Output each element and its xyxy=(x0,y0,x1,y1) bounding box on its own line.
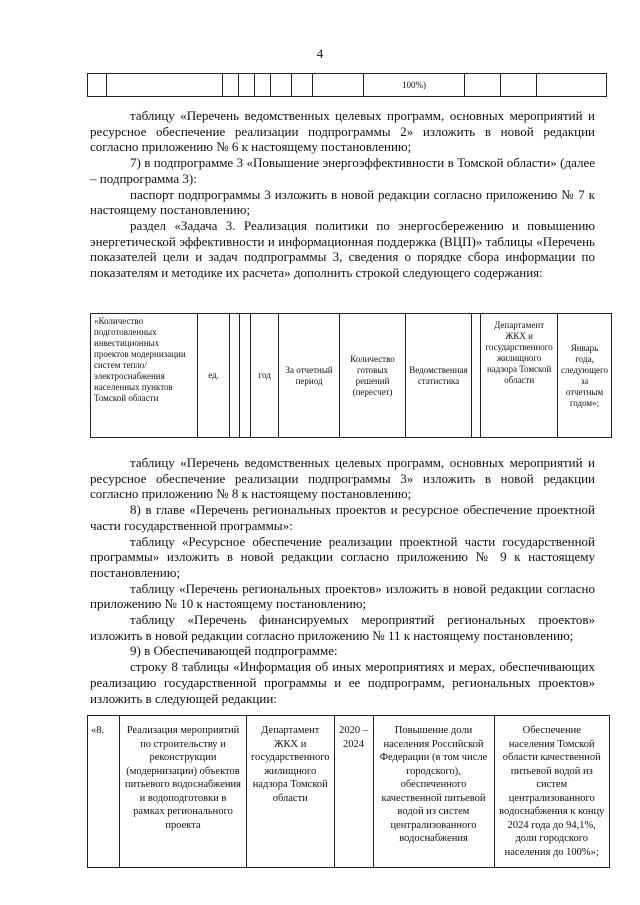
indicator-unit: ед. xyxy=(198,314,230,438)
table-row xyxy=(88,74,607,97)
table-cell xyxy=(537,74,607,97)
measure-number: «8. xyxy=(88,716,120,868)
body-text-b xyxy=(90,455,595,706)
paragraph: раздел «Задача 3. Реализация политики по энергосбережению и повышению энергетической эффективности и информационная поддержка (ВЦП)» таблицы «Перечень показателей цели и задач подпрограммы 3, сведения о порядке сбора информации по показателям и методике их расчета» дополнить строкой следующего содержания: xyxy=(90,217,595,281)
paragraph: таблицу «Перечень региональных проектов» изложить в новой редакции согласно приложению № 10 к настоящему постановлению; xyxy=(90,580,595,612)
table-cell xyxy=(88,74,107,97)
measure-result: Обеспечение населения Томской области качественной питьевой водой из систем централизованного водоснабжения к концу 2024 года до 94,1%, доли городского населения до 100%»; xyxy=(494,716,610,868)
table-cell xyxy=(501,74,537,97)
measures-table xyxy=(87,715,610,868)
paragraph: таблицу «Ресурсное обеспечение реализации проектной части государственной программы» изложить в новой редакции согласно приложению № 9 к настоящему постановлению; xyxy=(90,533,595,580)
measure-executor: Департамент ЖКХ и государственного жилищного надзора Томской области xyxy=(247,716,335,868)
table-cell xyxy=(107,74,223,97)
table-cell: 100%) xyxy=(364,74,465,97)
table-cell xyxy=(239,74,255,97)
table-cell xyxy=(271,74,292,97)
paragraph: 9) в Обеспечивающей подпрограмме: xyxy=(130,643,338,659)
indicator-source: Ведомственная статистика xyxy=(406,314,471,438)
indicator-name: «Количество подготовленных инвестиционных проектов модернизации систем тепло/электроснабжения населенных пунктов Томской области xyxy=(91,314,198,438)
table-cell xyxy=(465,74,501,97)
table-cell xyxy=(292,74,313,97)
body-text-a xyxy=(90,108,595,281)
paragraph: паспорт подпрограммы 3 изложить в новой редакции согласно приложению № 7 к настоящему постановлению; xyxy=(90,186,595,218)
indicator-formula: Количество готовых решений (пересчет) xyxy=(339,314,406,438)
page-number: 4 xyxy=(316,46,324,61)
top-table-fragment xyxy=(87,73,607,97)
table-cell xyxy=(255,74,271,97)
indicator-period: год xyxy=(250,314,279,438)
indicator-empty-cell xyxy=(471,314,481,438)
measure-name: Реализация мероприятий по строительству и реконструкции (модернизации) объектов питьевого водоснабжения и водоподготовки в рамках регионального проекта xyxy=(120,716,247,868)
indicator-empty-cell xyxy=(229,314,239,438)
paragraph: 7) в подпрограмме 3 «Повышение энергоэффективности в Томской области» (далее – подпрограмма 3): xyxy=(90,155,595,186)
indicator-responsible: Департамент ЖКХ и государственного жилищного надзора Томской области xyxy=(481,314,558,438)
paragraph: строку 8 таблицы «Информация об иных мероприятиях и мерах, обеспечивающих реализацию государственной программы и ее подпрограмм, региональных проектов» изложить в следующей редакции: xyxy=(90,659,595,706)
indicator-deadline: Январь года, следующего за отчетным годом»; xyxy=(557,314,611,438)
paragraph: 8) в главе «Перечень региональных проектов и ресурсное обеспечение проектной части государственной программы»: xyxy=(90,502,595,533)
indicator-table xyxy=(90,313,612,438)
indicator-empty-cell xyxy=(240,314,250,438)
table-row xyxy=(88,716,610,868)
table-cell xyxy=(223,74,239,97)
table-row xyxy=(91,314,612,438)
indicator-basis: За отчетный период xyxy=(279,314,339,438)
paragraph: таблицу «Перечень ведомственных целевых программ, основных мероприятий и ресурсное обеспечение реализации подпрограммы 3» изложить в новой редакции согласно приложению № 8 к настоящему постановлению; xyxy=(90,455,595,502)
measure-term: 2020 – 2024 xyxy=(334,716,373,868)
measure-indicator: Повышение доли населения Российской Федерации (в том числе городского), обеспеченного качественной питьевой водой из систем централизованного водоснабжения xyxy=(373,716,494,868)
paragraph: таблицу «Перечень финансируемых мероприятий региональных проектов» изложить в новой редакции согласно приложению № 11 к настоящему постановлению; xyxy=(90,612,595,643)
paragraph: таблицу «Перечень ведомственных целевых программ, основных мероприятий и ресурсное обеспечение реализации подпрограммы 2» изложить в новой редакции согласно приложению № 6 к настоящему постановлению; xyxy=(90,108,595,155)
table-cell xyxy=(313,74,364,97)
